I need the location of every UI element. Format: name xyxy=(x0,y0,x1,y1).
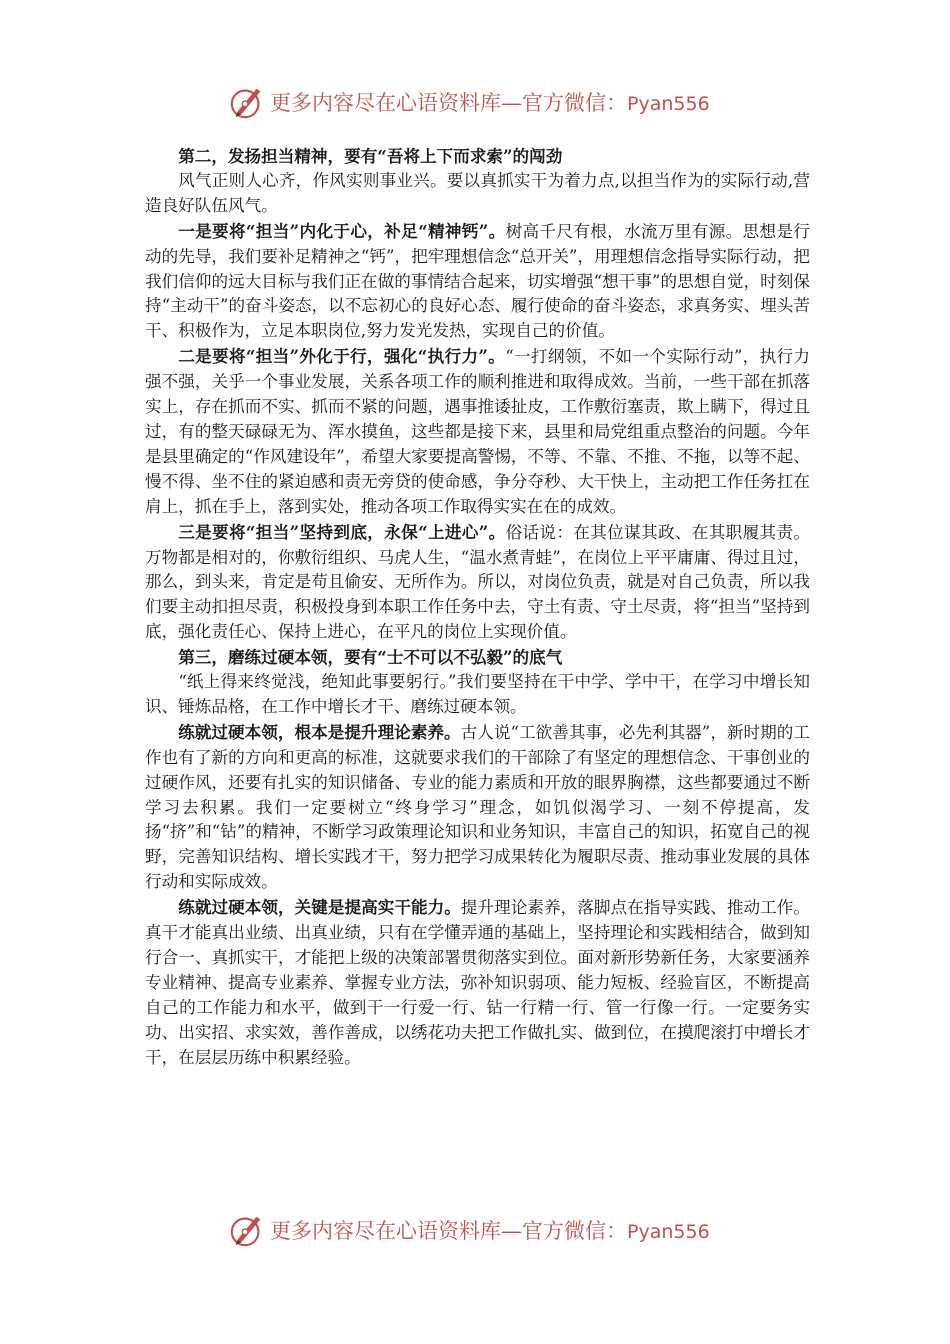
paragraph-text: “纸上得来终觉浅，绝知此事要躬行。”我们要坚持在干中学、学中干，在学习中增长知识、锤炼品格，在工作中增长才干、磨练过硬本领。 xyxy=(145,672,810,716)
paragraph-text: “一打纲领，不如一个实际行动”，执行力强不强，关乎一个事业发展，关系各项工作的顺利推进和取得成效。当前，一些干部在抓落实上，存在抓而不实、抓而不紧的问题，遇事推诿扯皮，工作敷衍塞责，欺上瞒下，得过且过，有的整天碌碌无为、浑水摸鱼，这些都是接下来，县里和局党组重点整治的问题。今年是县里确定的“作风建设年”，希望大家要提高警惕，不等、不靠、不推、不拖，以等不起、慢不得、坐不住的紧迫感和责无旁贷的使命感，争分夺秒、大干快上，主动把工作任务扛在肩上，抓在手上，落到实处，推动各项工作取得实实在在的成效。 xyxy=(145,347,811,516)
pen-circle-logo-icon xyxy=(228,1211,266,1249)
body-paragraph xyxy=(145,219,810,345)
paragraph-lead: 三是要将“担当”坚持到底，永保“上进心”。 xyxy=(178,521,506,542)
paragraph-text: 俗话说：在其位谋其政、在其职履其责。万物都是相对的，你敷衍组织、马虎人生，“温水煮青蛙”，在岗位上平平庸庸、得过且过，那么，到头来，肯定是苟且偷安、无所作为。所以，对岗位负责，就是对自己负责，所以我们要主动扣担尽责，积极投身到本职工作任务中去，守土有责、守土尽责，将“担当”坚持到底，强化责任心、保持上进心，在平凡的岗位上实现价值。 xyxy=(145,522,810,642)
paragraph-lead: 一是要将“担当”内化于心，补足“精神钙”。 xyxy=(178,220,506,241)
banner-text: 更多内容尽在心语资料库—官方微信：Pyan556 xyxy=(270,91,710,115)
paragraph-text: 风气正则人心齐，作风实则事业兴。要以真抓实干为着力点,以担当作为的实际行动,营造良好队伍风气。 xyxy=(145,170,810,215)
banner-text: 更多内容尽在心语资料库—官方微信：Pyan556 xyxy=(270,1219,710,1243)
body-paragraph xyxy=(145,520,810,646)
paragraph-lead: 练就过硬本领，关键是提高实干能力。 xyxy=(178,897,461,918)
body-paragraph xyxy=(145,344,810,519)
body-paragraph xyxy=(145,720,810,895)
body-paragraph xyxy=(145,895,810,1070)
section-heading: 第二，发扬担当精神，要有“吾将上下而求索”的闯劲 xyxy=(178,146,563,166)
paragraph-text: 树高千尺有根，水流万里有源。思想是行动的先导，我们要补足精神之“钙”，把牢理想信念“总开关”，用理想信念指导实际行动，把我们信仰的远大目标与我们正在做的事情结合起来，切实增强“想干事”的思想自觉，时刻保持“主动干”的奋斗姿态，以不忘初心的良好心态、履行使命的奋斗姿态，求真务实、埋头苦干、积极作为，立足本职岗位,努力发光发热，实现自己的价值。 xyxy=(145,221,810,341)
paragraph-text: 提升理论素养，落脚点在指导实践、推动工作。真干才能真出业绩、出真业绩，只有在学懂弄通的基础上，坚持理论和实践相结合，做到知行合一、真抓实干，才能把上级的决策部署贯彻落实到位。面对新形势新任务，大家要涵养专业精神、提高专业素养、掌握专业方法，弥补知识弱项、能力短板、经验盲区，不断提高自己的工作能力和水平，做到干一行爱一行、钻一行精一行、管一行像一行。一定要务实功、出实招、求实效，善作善成，以绣花功夫把工作做扎实、做到位，在摸爬滚打中增长才干，在层层历练中积累经验。 xyxy=(145,898,811,1067)
paragraph-lead: 二是要将“担当”外化于行，强化“执行力”。 xyxy=(178,346,506,367)
body-paragraph xyxy=(145,670,810,720)
paragraph-text: 古人说“工欲善其事，必先利其器”，新时期的工作也有了新的方向和更高的标准，这就要求我们的干部除了有坚定的理想信念、干事创业的过硬作风，还要有扎实的知识储备、专业的能力素质和开放的眼界胸襟，这些都要通过不断学习去积累。我们一定要树立“终身学习”理念，如饥似渴学习、一刻不停提高，发扬“挤”和“钻”的精神，不断学习政策理论知识和业务知识，丰富自己的知识，拓宽自己的视野，完善知识结构、增长实践才干，努力把学习成果转化为履职尽责、推动事业发展的具体行动和实际成效。 xyxy=(145,722,810,892)
footer-banner xyxy=(228,1210,748,1250)
pen-circle-logo-icon xyxy=(228,83,266,121)
section-heading: 第三，磨练过硬本领，要有“士不可以不弘毅”的底气 xyxy=(178,647,563,668)
header-banner xyxy=(228,82,748,122)
paragraph-lead: 练就过硬本领，根本是提升理论素养。 xyxy=(178,721,461,742)
body-paragraph xyxy=(145,169,810,219)
document-body xyxy=(145,144,810,1071)
